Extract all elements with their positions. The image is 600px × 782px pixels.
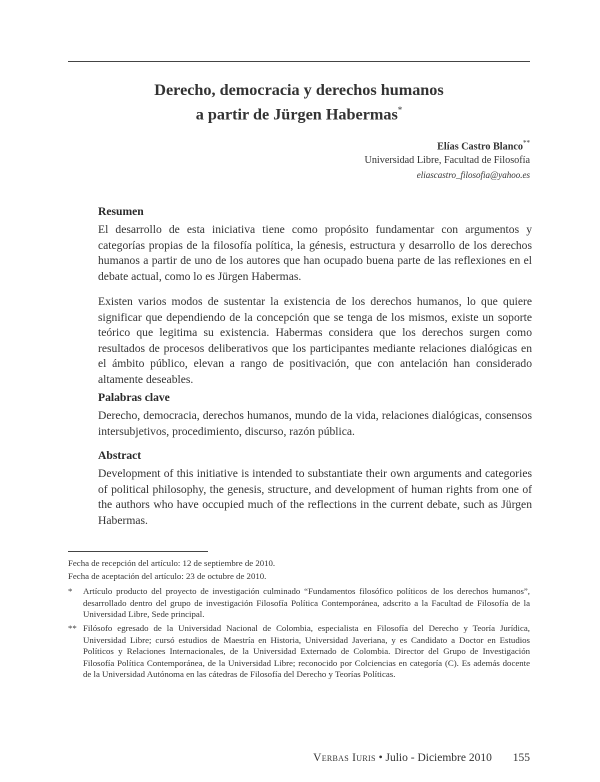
footnote-1-text: Artículo producto del proyecto de investigación culminado “Fundamentos filosófico políticos de los derechos humanos”, desarrollado dentro del grupo de investigación Filosofía Política Contemporánea, adscrito a la Facultad de Filosofía de la Universidad Libre, Sede principal. bbox=[83, 586, 530, 620]
title-footnote-mark: * bbox=[397, 105, 403, 115]
resumen-section bbox=[98, 204, 532, 387]
footnote-1-mark: * bbox=[68, 586, 73, 596]
received-date: Fecha de recepción del artículo: 12 de septiembre de 2010. bbox=[68, 558, 276, 568]
journal-name: Verbas Iuris bbox=[313, 752, 376, 764]
author-email: eliascastro_filosofia@yahoo.es bbox=[416, 170, 530, 181]
journal-issue: • Julio - Diciembre 2010 bbox=[378, 752, 492, 764]
footnote-2-text: Filósofo egresado de la Universidad Nacional de Colombia, especialista en Filosofía del Derecho y Teoría Jurídica, Universidad Libre; cursó estudios de Maestría en Historia, Universidad Javeriana, y es Candidato a Doctor en Estudios Políticos y Relaciones Internacionales, de la Universidad Externado de Colombia. Director del Grupo de Investigación Filosofía Política Contemporánea, de la Universidad Libre; reconocido por Colciencias en categoría (C). Es además docente de la Universidad Autónoma en las cátedras de Filosofía del Derecho y Teorías Políticas. bbox=[83, 623, 530, 680]
palabras-section bbox=[98, 390, 532, 439]
palabras-heading: Palabras clave bbox=[98, 391, 170, 404]
resumen-paragraph-1: El desarrollo de esta iniciativa tiene como propósito fundamentar con argumentos y categorías propias de la filosofía política, la génesis, estructura y desarrollo de los derechos humanos a partir de uno de los autores que han ocupado buena parte de las reflexiones en el debate actual, como lo es Jürgen Habermas. bbox=[98, 223, 532, 283]
author-affiliation: Universidad Libre, Facultad de Filosofía bbox=[364, 155, 530, 167]
title-line-1: Derecho, democracia y derechos humanos bbox=[154, 81, 444, 99]
article-title bbox=[68, 80, 530, 124]
author-block bbox=[364, 136, 530, 182]
title-line-2: a partir de Jürgen Habermas bbox=[195, 105, 398, 124]
palabras-text: Derecho, democracia, derechos humanos, mundo de la vida, relaciones dialógicas, consensos intersubjetivos, procedimiento, discurso, razón pública. bbox=[98, 409, 532, 438]
resumen-heading: Resumen bbox=[98, 205, 144, 218]
footnote-2-mark: ** bbox=[68, 623, 77, 633]
footnote-rule bbox=[68, 551, 208, 552]
footnote-2 bbox=[68, 623, 530, 681]
abstract-text: Development of this initiative is intended to substantiate their own arguments and categories of political philosophy, the genesis, structure, and development of human rights from one of the authors who have occupied much of the reflections in the current debate, such as Jürgen Habermas. bbox=[98, 467, 532, 527]
footnote-1 bbox=[68, 586, 530, 621]
author-footnote-mark: ** bbox=[523, 139, 530, 147]
accepted-date: Fecha de aceptación del artículo: 23 de octubre de 2010. bbox=[68, 571, 267, 581]
resumen-paragraph-2: Existen varios modos de sustentar la existencia de los derechos humanos, lo que quiere significar que dependiendo de la concepción que se tenga de los mismos, existe un soporte teórico que legitima su existencia. Habermas considera que los derechos surgen como resultados de procesos deliberativos que los participantes mediante relaciones dialógicas en el ámbito público, elevan a rango de positivación, que con antelación han considerado altamente deseables. bbox=[98, 295, 532, 386]
abstract-heading: Abstract bbox=[98, 449, 142, 462]
author-name: Elías Castro Blanco bbox=[437, 141, 523, 153]
abstract-section bbox=[98, 448, 532, 528]
top-rule bbox=[68, 61, 530, 62]
page-number: 155 bbox=[512, 752, 530, 764]
page-footer bbox=[313, 752, 530, 764]
